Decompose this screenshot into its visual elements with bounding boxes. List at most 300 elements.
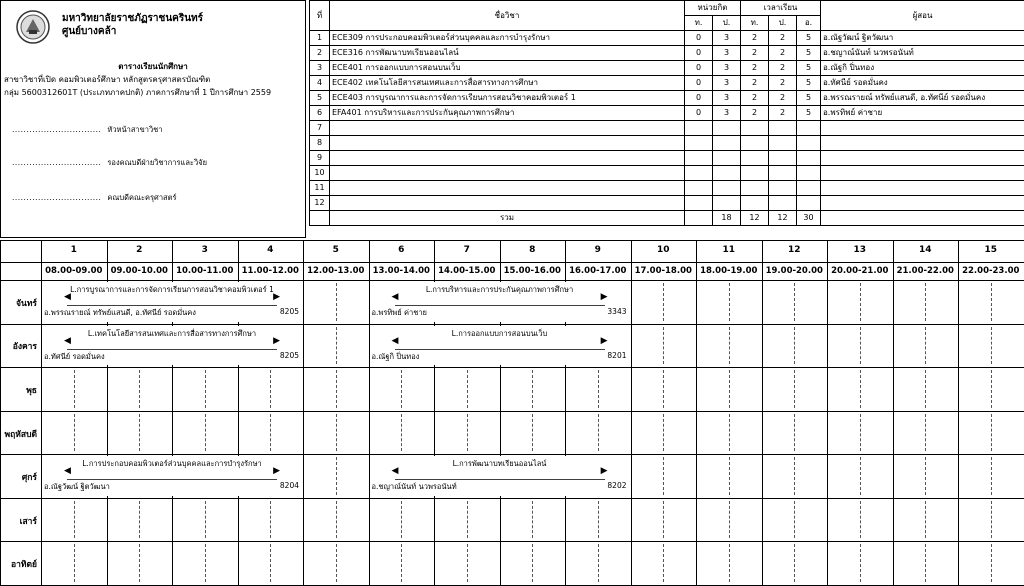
class-teacher: อ.ณัฐกิ ปิ่นทอง (372, 351, 420, 363)
time-practice: 2 (769, 76, 797, 91)
time-theory (741, 136, 769, 151)
grid-vline (303, 240, 304, 585)
course-teacher: อ.พรรณรายณ์ ทรัพย์แสนดี, อ.ทัศนีย์ รอดมั่นคง (821, 91, 1024, 106)
time-theory (741, 151, 769, 166)
time-practice: 2 (769, 61, 797, 76)
course-teacher (821, 196, 1024, 211)
course-row (310, 46, 1024, 61)
grid-hline (0, 541, 1024, 542)
course-teacher (821, 151, 1024, 166)
course-teacher: อ.พรทิพย์ ค่าชาย (821, 106, 1024, 121)
course-subject (330, 196, 685, 211)
grid-half-hour-line (205, 414, 206, 452)
slot-number: 15 (958, 245, 1024, 255)
grid-half-hour-line (729, 370, 730, 408)
document-title: ตารางเรียนนักศึกษา (0, 60, 306, 73)
class-name: L.เทคโนโลยีสารสนเทศและการสื่อสารทางการศึกษา (43, 328, 301, 340)
total-time-practice: 12 (769, 211, 797, 226)
university-name-block (62, 12, 203, 38)
class-duration-arrow: ◀ ▶ (67, 339, 277, 348)
day-label: อาทิตย์ (0, 557, 41, 571)
grid-half-hour-line (729, 327, 730, 365)
grid-hline (0, 262, 1024, 263)
grid-half-hour-line (401, 544, 402, 582)
grid-half-hour-line (794, 283, 795, 321)
grid-half-hour-line (205, 544, 206, 582)
course-subject: ECE401 การออกแบบการสอนบนเว็บ (330, 61, 685, 76)
class-duration-arrow: ◀ ▶ (395, 339, 605, 348)
total-label: รวม (330, 211, 685, 226)
class-room: 8201 (371, 351, 627, 360)
credit-theory (685, 151, 713, 166)
course-no: 1 (310, 31, 330, 46)
credit-practice (713, 121, 741, 136)
grid-half-hour-line (860, 283, 861, 321)
slot-number: 3 (172, 245, 238, 255)
grid-half-hour-line (598, 501, 599, 539)
signature-dots: ............................... (12, 158, 101, 167)
time-self (797, 151, 821, 166)
slot-number: 7 (434, 245, 500, 255)
credit-practice (713, 151, 741, 166)
time-practice (769, 136, 797, 151)
slot-time: 14.00-15.00 (434, 266, 500, 276)
grid-half-hour-line (74, 370, 75, 408)
grid-half-hour-line (729, 544, 730, 582)
course-no: 12 (310, 196, 330, 211)
class-teacher: อ.พรรณรายณ์ ทรัพย์แสนดี, อ.ทัศนีย์ รอดมั่นคง (44, 307, 196, 319)
slot-number: 1 (41, 245, 107, 255)
class-room: 8204 (43, 481, 299, 490)
course-no: 6 (310, 106, 330, 121)
time-practice: 2 (769, 31, 797, 46)
grid-half-hour-line (205, 370, 206, 408)
slot-number: 14 (893, 245, 959, 255)
grid-half-hour-line (794, 544, 795, 582)
grid-half-hour-line (336, 283, 337, 321)
grid-vline (893, 240, 894, 585)
grid-half-hour-line (598, 414, 599, 452)
grid-half-hour-line (794, 327, 795, 365)
course-no: 9 (310, 151, 330, 166)
grid-half-hour-line (467, 544, 468, 582)
class-duration-arrow: ◀ ▶ (67, 469, 277, 478)
course-no: 2 (310, 46, 330, 61)
slot-time: 15.00-16.00 (500, 266, 566, 276)
course-no: 10 (310, 166, 330, 181)
total-time-self: 30 (797, 211, 821, 226)
course-row (310, 181, 1024, 196)
course-subject (330, 136, 685, 151)
slot-time: 09.00-10.00 (107, 266, 173, 276)
grid-half-hour-line (663, 457, 664, 495)
grid-hline (0, 324, 1024, 325)
total-cell-empty (685, 211, 713, 226)
grid-half-hour-line (139, 414, 140, 452)
slot-time: 21.00-22.00 (893, 266, 959, 276)
total-credit-practice: 18 (713, 211, 741, 226)
grid-vline (631, 240, 632, 585)
grid-half-hour-line (729, 414, 730, 452)
course-no: 8 (310, 136, 330, 151)
grid-half-hour-line (794, 501, 795, 539)
time-self (797, 196, 821, 211)
credit-theory (685, 181, 713, 196)
grid-half-hour-line (860, 327, 861, 365)
signature-dots: ............................... (12, 125, 101, 134)
grid-half-hour-line (139, 370, 140, 408)
col-time-header: เวลาเรียน (741, 1, 821, 16)
class-room: 8205 (43, 351, 299, 360)
course-no: 7 (310, 121, 330, 136)
grid-vline (369, 240, 370, 585)
course-row (310, 106, 1024, 121)
grid-half-hour-line (991, 283, 992, 321)
grid-half-hour-line (663, 370, 664, 408)
time-self (797, 121, 821, 136)
grid-half-hour-line (467, 414, 468, 452)
slot-number: 6 (369, 245, 435, 255)
grid-half-hour-line (991, 457, 992, 495)
grid-half-hour-line (336, 501, 337, 539)
course-teacher: อ.ชญาณ์นันท์ นวพรอนันท์ (821, 46, 1024, 61)
credit-practice (713, 181, 741, 196)
slot-time: 10.00-11.00 (172, 266, 238, 276)
grid-half-hour-line (991, 414, 992, 452)
credit-theory: 0 (685, 61, 713, 76)
credit-theory: 0 (685, 46, 713, 61)
program-line: สาขาวิชาที่เปิด คอมพิวเตอร์ศึกษา หลักสูตรครุศาสตรบัณฑิต (4, 73, 210, 86)
slot-time: 17.00-18.00 (631, 266, 697, 276)
grid-half-hour-line (925, 283, 926, 321)
col-subject-header: ชื่อวิชา (330, 1, 685, 31)
credit-theory: 0 (685, 31, 713, 46)
slot-number: 2 (107, 245, 173, 255)
grid-half-hour-line (860, 544, 861, 582)
course-row (310, 91, 1024, 106)
slot-time: 11.00-12.00 (238, 266, 304, 276)
credit-theory: 0 (685, 106, 713, 121)
grid-half-hour-line (991, 327, 992, 365)
col-credit-theory: ท. (685, 16, 713, 31)
course-teacher: อ.ณัฐวัฒน์ ฐิตวัฒนา (821, 31, 1024, 46)
grid-half-hour-line (663, 501, 664, 539)
credit-theory (685, 121, 713, 136)
time-practice: 2 (769, 106, 797, 121)
time-practice (769, 121, 797, 136)
time-self: 5 (797, 61, 821, 76)
col-time-self: อ. (797, 16, 821, 31)
course-table-body (310, 31, 1024, 211)
grid-half-hour-line (663, 544, 664, 582)
grid-half-hour-line (270, 414, 271, 452)
grid-half-hour-line (270, 501, 271, 539)
credit-practice: 3 (713, 31, 741, 46)
grid-half-hour-line (663, 283, 664, 321)
course-teacher (821, 121, 1024, 136)
grid-half-hour-line (336, 414, 337, 452)
grid-half-hour-line (925, 370, 926, 408)
grid-half-hour-line (336, 370, 337, 408)
slot-time: 20.00-21.00 (827, 266, 893, 276)
credit-practice (713, 136, 741, 151)
course-row (310, 76, 1024, 91)
grid-hline (0, 411, 1024, 412)
credit-practice: 3 (713, 91, 741, 106)
time-theory: 2 (741, 31, 769, 46)
day-label: เสาร์ (0, 514, 41, 528)
time-theory: 2 (741, 106, 769, 121)
group-line: กลุ่ม 5600312601T (ประเภทภาคปกติ) ภาคการศึกษาที่ 1 ปีการศึกษา 2559 (4, 86, 271, 99)
course-row (310, 121, 1024, 136)
time-self (797, 181, 821, 196)
course-row (310, 136, 1024, 151)
total-cell-empty (821, 211, 1024, 226)
class-teacher: อ.ทัศนีย์ รอดมั่นคง (44, 351, 105, 363)
col-teacher-header: ผู้สอน (821, 1, 1024, 31)
col-time-theory: ท. (741, 16, 769, 31)
grid-half-hour-line (860, 501, 861, 539)
credit-theory (685, 196, 713, 211)
slot-time: 16.00-17.00 (565, 266, 631, 276)
grid-vline (958, 240, 959, 585)
slot-number: 12 (762, 245, 828, 255)
course-no: 5 (310, 91, 330, 106)
time-theory: 2 (741, 91, 769, 106)
campus-name: ศูนย์บางคล้า (62, 25, 203, 38)
grid-half-hour-line (991, 370, 992, 408)
col-credit-practice: ป. (713, 16, 741, 31)
day-label: จันทร์ (0, 296, 41, 310)
course-subject (330, 181, 685, 196)
grid-half-hour-line (663, 327, 664, 365)
course-teacher: อ.ทัศนีย์ รอดมั่นคง (821, 76, 1024, 91)
time-theory (741, 196, 769, 211)
signature-role: รองคณบดีฝ่ายวิชาการและวิจัย (107, 158, 207, 167)
class-duration-arrow: ◀ ▶ (67, 295, 277, 304)
class-room: 8202 (371, 481, 627, 490)
time-theory: 2 (741, 76, 769, 91)
day-label: อังคาร (0, 339, 41, 353)
grid-half-hour-line (860, 414, 861, 452)
course-subject: EFA401 การบริหารและการประกันคุณภาพการศึกษา (330, 106, 685, 121)
class-name: L.การบูรณาการและการจัดการเรียนการสอนวิชาคอมพิวเตอร์ 1 (43, 284, 301, 296)
time-self: 5 (797, 46, 821, 61)
grid-half-hour-line (925, 414, 926, 452)
class-teacher: อ.ชญาณ์นันท์ นวพรอนันท์ (372, 481, 457, 493)
grid-half-hour-line (860, 457, 861, 495)
class-teacher: อ.พรทิพย์ ค่าชาย (372, 307, 427, 319)
class-duration-arrow: ◀ ▶ (395, 469, 605, 478)
time-self (797, 166, 821, 181)
slot-number: 4 (238, 245, 304, 255)
signature-dots: ............................... (12, 193, 101, 202)
slot-number: 13 (827, 245, 893, 255)
grid-half-hour-line (794, 457, 795, 495)
course-teacher (821, 181, 1024, 196)
grid-half-hour-line (467, 501, 468, 539)
day-label: ศุกร์ (0, 470, 41, 484)
grid-half-hour-line (532, 501, 533, 539)
signature-line-dean (12, 192, 177, 204)
grid-half-hour-line (729, 501, 730, 539)
total-cell-empty (310, 211, 330, 226)
time-self: 5 (797, 76, 821, 91)
grid-half-hour-line (532, 544, 533, 582)
grid-half-hour-line (794, 414, 795, 452)
credit-practice: 3 (713, 46, 741, 61)
credit-theory (685, 136, 713, 151)
signature-line-deputy (12, 157, 207, 169)
course-no: 11 (310, 181, 330, 196)
credit-practice: 3 (713, 76, 741, 91)
grid-half-hour-line (991, 544, 992, 582)
credit-practice (713, 166, 741, 181)
signature-role: หัวหน้าสาขาวิชา (107, 125, 162, 134)
time-self: 5 (797, 106, 821, 121)
slot-time: 12.00-13.00 (303, 266, 369, 276)
course-total-row (310, 211, 1024, 226)
grid-half-hour-line (532, 370, 533, 408)
signature-line-head (12, 124, 162, 136)
grid-half-hour-line (270, 544, 271, 582)
grid-vline (0, 240, 1, 585)
class-teacher: อ.ณัฐวัฒน์ ฐิตวัฒนา (44, 481, 110, 493)
course-teacher (821, 166, 1024, 181)
credit-practice: 3 (713, 61, 741, 76)
course-no: 4 (310, 76, 330, 91)
slot-time: 08.00-09.00 (41, 266, 107, 276)
credit-theory (685, 166, 713, 181)
credit-theory: 0 (685, 91, 713, 106)
slot-time: 13.00-14.00 (369, 266, 435, 276)
course-row (310, 151, 1024, 166)
grid-half-hour-line (925, 544, 926, 582)
grid-half-hour-line (794, 370, 795, 408)
time-practice: 2 (769, 91, 797, 106)
grid-hline (0, 454, 1024, 455)
course-row (310, 166, 1024, 181)
grid-hline (0, 367, 1024, 368)
grid-hline (0, 498, 1024, 499)
col-time-practice: ป. (769, 16, 797, 31)
time-practice: 2 (769, 46, 797, 61)
class-name: L.การบริหารและการประกันคุณภาพการศึกษา (371, 284, 629, 296)
grid-half-hour-line (336, 327, 337, 365)
course-row (310, 196, 1024, 211)
grid-half-hour-line (860, 370, 861, 408)
class-duration-arrow: ◀ ▶ (395, 295, 605, 304)
grid-half-hour-line (925, 457, 926, 495)
grid-half-hour-line (139, 544, 140, 582)
grid-half-hour-line (598, 370, 599, 408)
university-name: มหาวิทยาลัยราชภัฏราชนครินทร์ (62, 12, 203, 25)
time-self: 5 (797, 31, 821, 46)
total-time-theory: 12 (741, 211, 769, 226)
course-table (309, 0, 1024, 226)
slot-number: 10 (631, 245, 697, 255)
grid-half-hour-line (74, 414, 75, 452)
grid-half-hour-line (336, 544, 337, 582)
class-room: 8205 (43, 307, 299, 316)
time-practice (769, 196, 797, 211)
grid-half-hour-line (991, 501, 992, 539)
day-label: พฤหัสบดี (0, 427, 41, 441)
grid-half-hour-line (336, 457, 337, 495)
university-seal-icon (16, 10, 50, 44)
course-table-header-row (310, 1, 1024, 16)
slot-time: 19.00-20.00 (762, 266, 828, 276)
course-row (310, 31, 1024, 46)
col-credit-header: หน่วยกิต (685, 1, 741, 16)
grid-half-hour-line (598, 544, 599, 582)
class-name: L.การพัฒนาบทเรียนออนไลน์ (371, 458, 629, 470)
grid-vline (827, 240, 828, 585)
credit-practice (713, 196, 741, 211)
grid-half-hour-line (729, 283, 730, 321)
slot-number: 8 (500, 245, 566, 255)
time-self (797, 136, 821, 151)
time-self: 5 (797, 91, 821, 106)
time-theory (741, 121, 769, 136)
time-practice (769, 166, 797, 181)
grid-half-hour-line (401, 370, 402, 408)
day-label: พุธ (0, 383, 41, 397)
grid-half-hour-line (467, 370, 468, 408)
slot-number: 9 (565, 245, 631, 255)
grid-half-hour-line (729, 457, 730, 495)
grid-half-hour-line (663, 414, 664, 452)
grid-vline (762, 240, 763, 585)
class-room: 3343 (371, 307, 627, 316)
course-row (310, 61, 1024, 76)
grid-half-hour-line (74, 544, 75, 582)
time-theory (741, 181, 769, 196)
course-no: 3 (310, 61, 330, 76)
grid-half-hour-line (532, 414, 533, 452)
class-name: L.การประกอบคอมพิวเตอร์ส่วนบุคคลและการบำรุงรักษา (43, 458, 301, 470)
course-subject: ECE316 การพัฒนาบทเรียนออนไลน์ (330, 46, 685, 61)
course-teacher (821, 136, 1024, 151)
grid-half-hour-line (74, 501, 75, 539)
grid-half-hour-line (401, 414, 402, 452)
grid-vline (41, 240, 42, 585)
grid-half-hour-line (139, 501, 140, 539)
grid-half-hour-line (205, 501, 206, 539)
course-subject (330, 151, 685, 166)
grid-vline (696, 240, 697, 585)
time-practice (769, 181, 797, 196)
grid-half-hour-line (925, 327, 926, 365)
grid-half-hour-line (925, 501, 926, 539)
grid-half-hour-line (270, 370, 271, 408)
slot-number: 11 (696, 245, 762, 255)
class-name: L.การออกแบบการสอนบนเว็บ (371, 328, 629, 340)
col-no-header: ที่ (310, 1, 330, 31)
course-subject (330, 166, 685, 181)
slot-time: 18.00-19.00 (696, 266, 762, 276)
course-subject (330, 121, 685, 136)
slot-time: 22.00-23.00 (958, 266, 1024, 276)
slot-number: 5 (303, 245, 369, 255)
time-theory (741, 166, 769, 181)
time-theory: 2 (741, 61, 769, 76)
course-subject: ECE402 เทคโนโลยีสารสนเทศและการสื่อสารทางการศึกษา (330, 76, 685, 91)
time-theory: 2 (741, 46, 769, 61)
grid-hline (0, 240, 1024, 241)
course-teacher: อ.ณัฐกิ ปิ่นทอง (821, 61, 1024, 76)
grid-half-hour-line (401, 501, 402, 539)
